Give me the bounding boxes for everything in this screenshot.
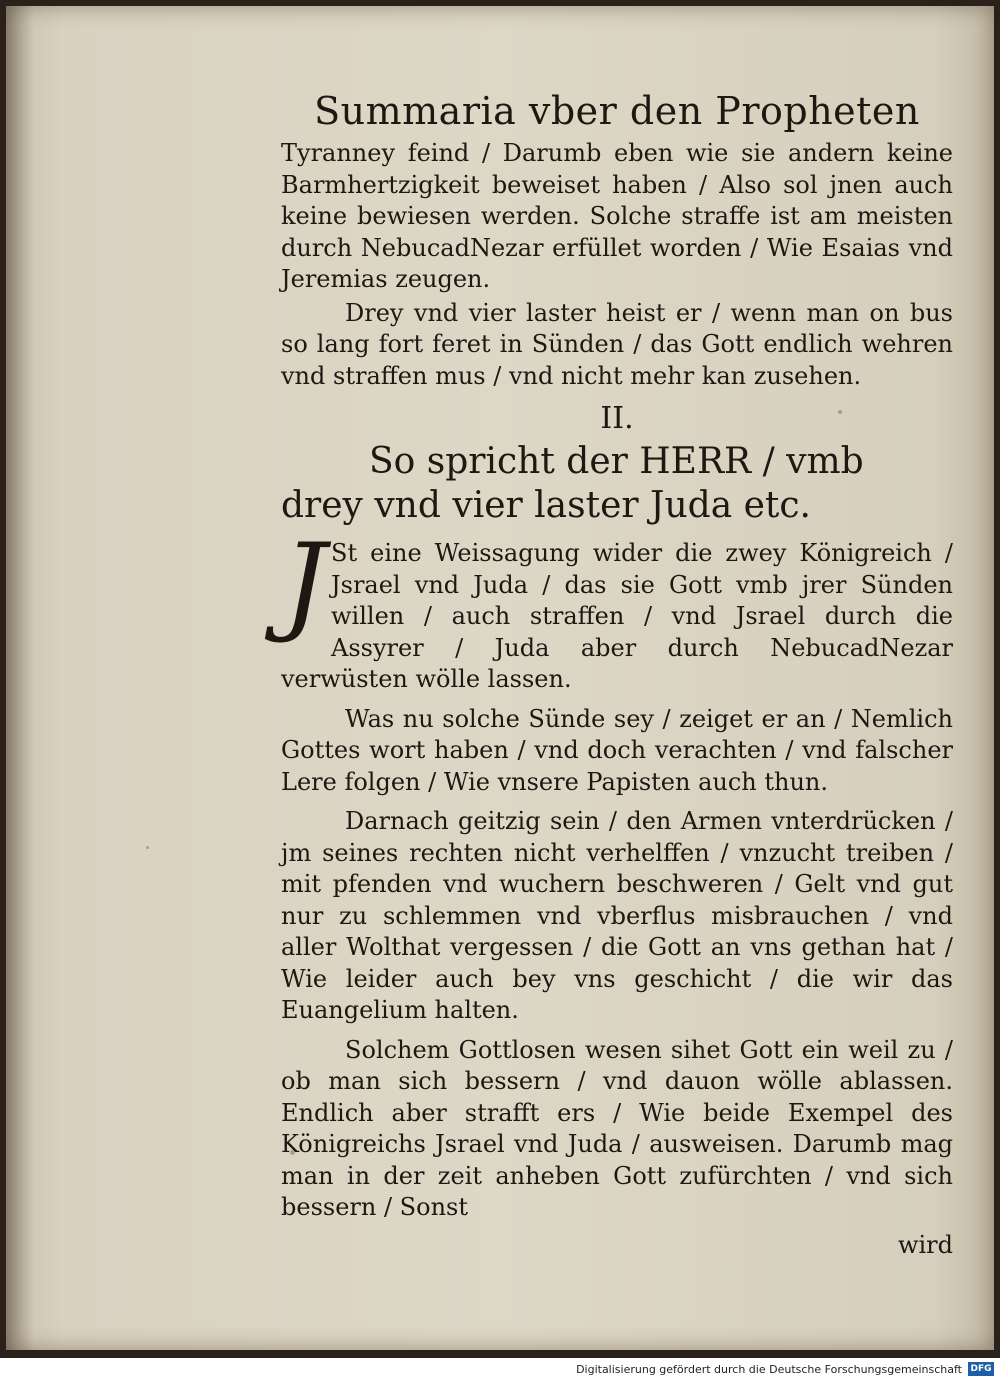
paper-speck [146, 846, 149, 849]
paragraph-6: Solchem Gottlosen wesen sihet Gott ein weil zu / ob man sich bessern / vnd dauon wölle ablassen. Endlich aber strafft ers / Wie beide Exempel des Königreichs Jsrael vnd Juda / ausweisen. Darumb mag man in der zeit anheben Gott zufürchten / vnd sich bessern / Sonst [281, 1035, 953, 1221]
paragraph-3: St eine Weissagung wider die zwey Königreich / Jsrael vnd Juda / das sie Gott vmb jrer Sünden willen / auch straffen / vnd Jsrael durch die Assyrer / Juda aber durch NebucadNezar verwüsten wölle lassen. [281, 539, 953, 693]
paragraph-4: Was nu solche Sünde sey / zeiget er an / Nemlich Gottes wort haben / vnd doch verachten / vnd falscher Lere folgen / Wie vnsere Papisten auch thun. [281, 704, 953, 796]
chapter-lemma: So spricht der HERR / vmb drey vnd vier laster Juda etc. [281, 441, 864, 526]
paragraph-2: Drey vnd vier laster heist er / wenn man on bus so lang fort feret in Sünden / das Gott endlich wehren vnd straffen mus / vnd nicht mehr kan zusehen. [281, 298, 953, 390]
gutter-shadow [6, 6, 34, 1350]
running-head: Summaria vber den Propheten [314, 89, 920, 133]
chapter-number: II. [600, 401, 634, 436]
page-text [281, 86, 953, 1261]
paragraph-1: Tyranney feind / Darumb eben wie sie andern keine Barmhertzigkeit beweiset haben / Also sol jnen auch keine bewiesen werden. Solche straffe ist am meisten durch NebucadNezar erfüllet worden / Wie Esaias vnd Jeremias zeugen. [281, 139, 953, 293]
paragraph-5: Darnach geitzig sein / den Armen vnterdrücken / jm seines rechten nicht verhelffen / vnzucht treiben / mit pfenden vnd wuchern beschweren / Gelt vnd gut nur zu schlemmen vnd vberflus misbrauchen / vnd aller Wolthat vergessen / die Gott an vns gethan hat / Wie leider auch bey vns geschicht / die wir das Euangelium halten. [281, 807, 953, 1024]
initial-letter: J [283, 521, 327, 646]
digitization-credit: Digitalisierung gefördert durch die Deutsche Forschungsgemeinschaft [576, 1363, 962, 1376]
dfg-logo: DFG [968, 1362, 994, 1376]
book-page [6, 6, 994, 1350]
dropcap-paragraph [281, 521, 953, 696]
catchword: wird [897, 1230, 953, 1259]
